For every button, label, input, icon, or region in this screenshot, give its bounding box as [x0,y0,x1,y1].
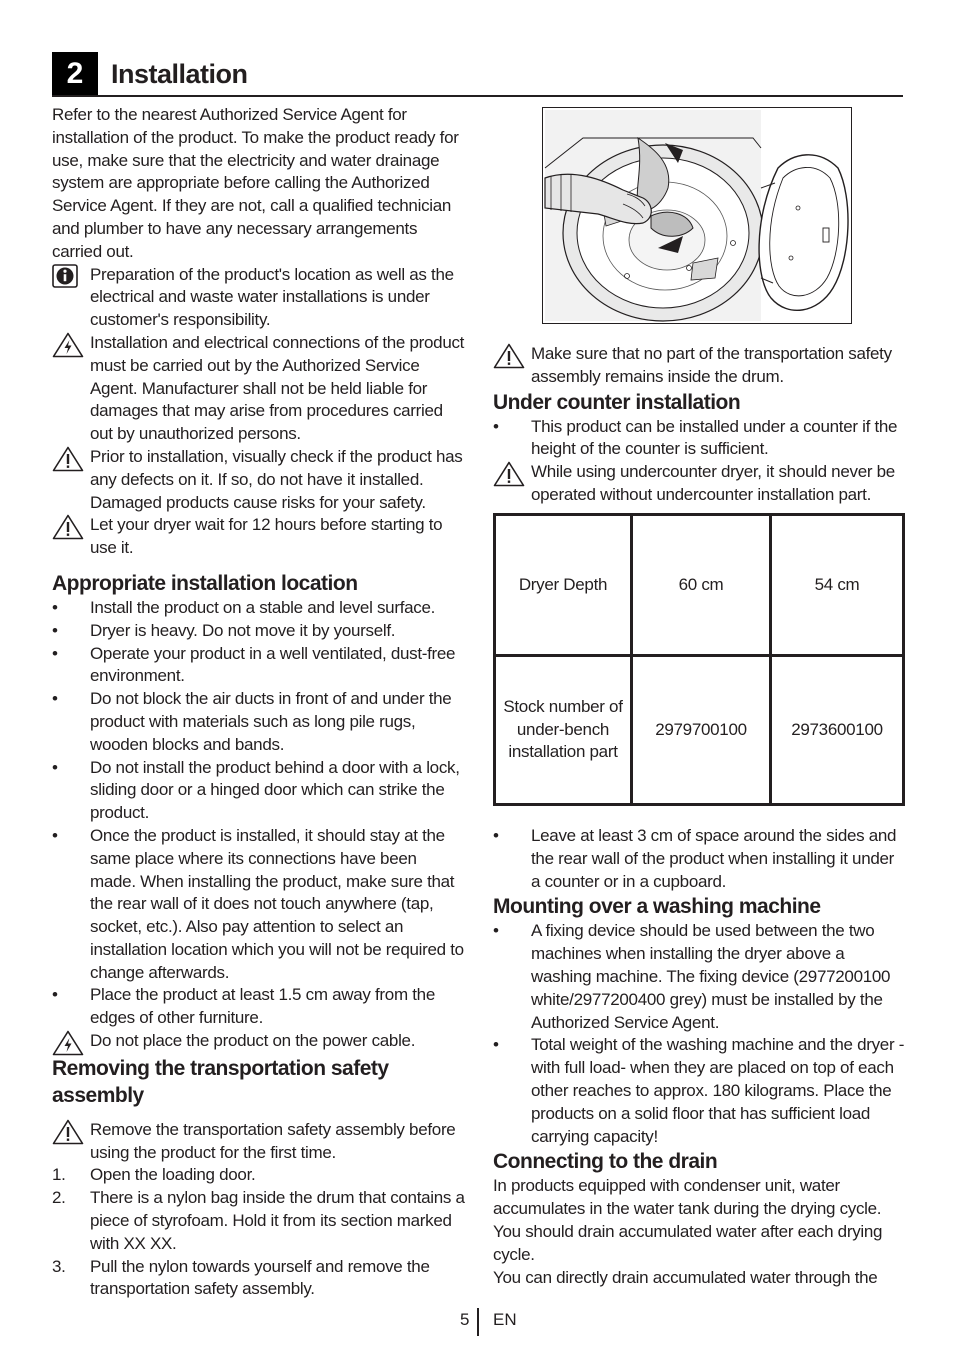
warning-icon [493,461,523,487]
info-icon [52,264,82,290]
list-item-text: Do not install the product behind a door with a lock, sliding door or a hinged door which can strike the product. [90,757,460,823]
list-item-text: Once the product is installed, it should stay at the same place where its connections have been made. When installing the product, make sure that the rear wall of it does not touch anywhere (tap, socket, etc.). Also pay attention to select an installation location which you will not be required to change afterwards. [90,825,464,982]
note-text: While using undercounter dryer, it should never be operated without undercounter installation part. [531,462,895,504]
table-cell: 60 cm [632,515,771,656]
note-drum-check [493,343,905,389]
step-item [52,1164,465,1187]
table-cell: 2979700100 [632,656,771,805]
page-footer [0,1310,954,1336]
step-text: There is a nylon bag inside the drum that contains a piece of styrofoam. Hold it from its section marked with XX XX. [90,1188,465,1253]
footer-divider [477,1308,479,1336]
bullet-icon: • [52,597,58,617]
step-item [52,1256,465,1302]
note-text: Make sure that no part of the transportation safety assembly remains inside the drum. [531,344,892,386]
table-cell: 2973600100 [771,656,904,805]
list-item [52,984,465,1030]
heading-transport-safety: Removing the transportation safety assembly [52,1056,389,1107]
list-item [493,920,905,1034]
note-power-cable [52,1030,465,1053]
bullet-icon: • [52,757,58,777]
list-item-text: Operate your product in a well ventilated, dust-free environment. [90,643,456,686]
list-item [52,620,465,643]
list-item-text: Leave at least 3 cm of space around the sides and the rear wall of the product when installing it under a counter or in a cupboard. [531,826,897,891]
note-text: Installation and electrical connections of the product must be carried out by the Authorized Service Agent. Manufacturer shall not be held liable for damages that may arise from procedures carried out by unauthorized persons. [90,332,465,444]
chapter-rule [52,95,903,97]
list-item [493,416,905,462]
right-column-top [493,343,905,507]
list-item [52,597,465,620]
bullet-icon: • [493,416,499,436]
electric-hazard-icon [52,1030,82,1056]
step-number: 3. [52,1256,66,1276]
drain-paragraph: You can directly drain accumulated water through the [493,1267,878,1287]
language-code: EN [493,1310,517,1329]
note-text: Preparation of the product's location as well as the electrical and waste water installations is under customer's responsibility. [90,264,454,330]
chapter-number: 2 [52,52,98,96]
note-text: Do not place the product on the power cable. [90,1031,416,1051]
bullet-icon: • [493,921,499,941]
heading-washing-machine: Mounting over a washing machine [493,895,821,919]
warning-icon [52,1119,82,1145]
list-item-text: A fixing device should be used between the two machines when installing the dryer above a washing machine. The fixing device (2977200100 white/2977200400 grey) must be installed by the Authorized Service Agent. [531,921,891,1032]
intro-paragraph: Refer to the nearest Authorized Service Agent for installation of the product. To make the product ready for use, make sure that the electricity and water drainage system are appropriate before calling the Authorized Service Agent. If they are not, call a qualified technician and plumber to have any necessary arrangements carried out. [52,105,459,261]
bullet-icon: • [52,825,58,845]
bullet-icon: • [493,1035,499,1055]
drain-paragraph: In products equipped with condenser unit, water accumulates in the water tank during the drying cycle. You should drain accumulated water after each drying cycle. [493,1176,883,1264]
warning-icon [493,343,523,369]
warning-icon [52,514,82,540]
list-item-text: This product can be installed under a counter if the height of the counter is sufficient. [531,416,898,459]
chapter-title: Installation [111,59,248,89]
bullet-icon: • [493,826,499,845]
note-text: Remove the transportation safety assembly before using the product for the first time. [90,1119,456,1162]
warning-icon [52,446,82,472]
step-item [52,1187,465,1255]
note-undercounter-part [493,461,905,507]
step-text: Pull the nylon towards yourself and remove the transportation safety assembly. [90,1256,430,1299]
note-remove-transport-assembly [52,1119,465,1165]
list-item-text: Dryer is heavy. Do not move it by yourself. [90,620,396,640]
note-authorized-connections [52,332,465,446]
note-visual-check [52,446,465,514]
page-number: 5 [460,1310,470,1329]
list-item [52,643,465,689]
table-row [495,656,904,805]
table-cell: 54 cm [771,515,904,656]
undercounter-spec-table [493,513,905,806]
step-text: Open the loading door. [90,1165,256,1185]
left-column [52,104,465,1301]
step-number: 2. [52,1188,66,1208]
bullet-icon: • [52,689,58,709]
heading-under-counter: Under counter installation [493,390,741,414]
list-item [493,825,905,893]
table-cell: Stock number of under-bench installation part [495,656,632,805]
table-row [495,515,904,656]
list-item [52,757,465,825]
heading-installation-location: Appropriate installation location [52,571,358,595]
list-item-text: Total weight of the washing machine and the dryer -with full load- when they are placed on top of each other reaches to approx. 180 kilograms. Place the products on a solid floor that has sufficient load carrying capacity! [531,1035,905,1146]
note-wait-12-hours [52,514,465,560]
list-item-text: Install the product on a stable and level surface. [90,597,436,617]
drum-illustration [542,107,852,324]
list-item-text: Place the product at least 1.5 cm away from the edges of other furniture. [90,985,435,1028]
step-number: 1. [52,1165,66,1185]
bullet-icon: • [52,985,58,1005]
note-text: Prior to installation, visually check if the product has any defects on it. If so, do not have it installed. Damaged products cause risks for your safety. [90,446,463,512]
bullet-icon: • [52,643,58,663]
note-text: Let your dryer wait for 12 hours before starting to use it. [90,515,443,558]
list-item [52,688,465,756]
table-cell: Dryer Depth [495,515,632,656]
list-item-text: Do not block the air ducts in front of and under the product with materials such as long pile rugs, wooden blocks and bands. [90,689,452,754]
bullet-icon: • [52,620,58,640]
list-item [52,825,465,985]
list-item [493,1034,905,1148]
electric-hazard-icon [52,332,82,358]
heading-drain: Connecting to the drain [493,1150,718,1174]
right-column-bottom [493,825,905,1289]
note-customer-responsibility [52,264,465,332]
